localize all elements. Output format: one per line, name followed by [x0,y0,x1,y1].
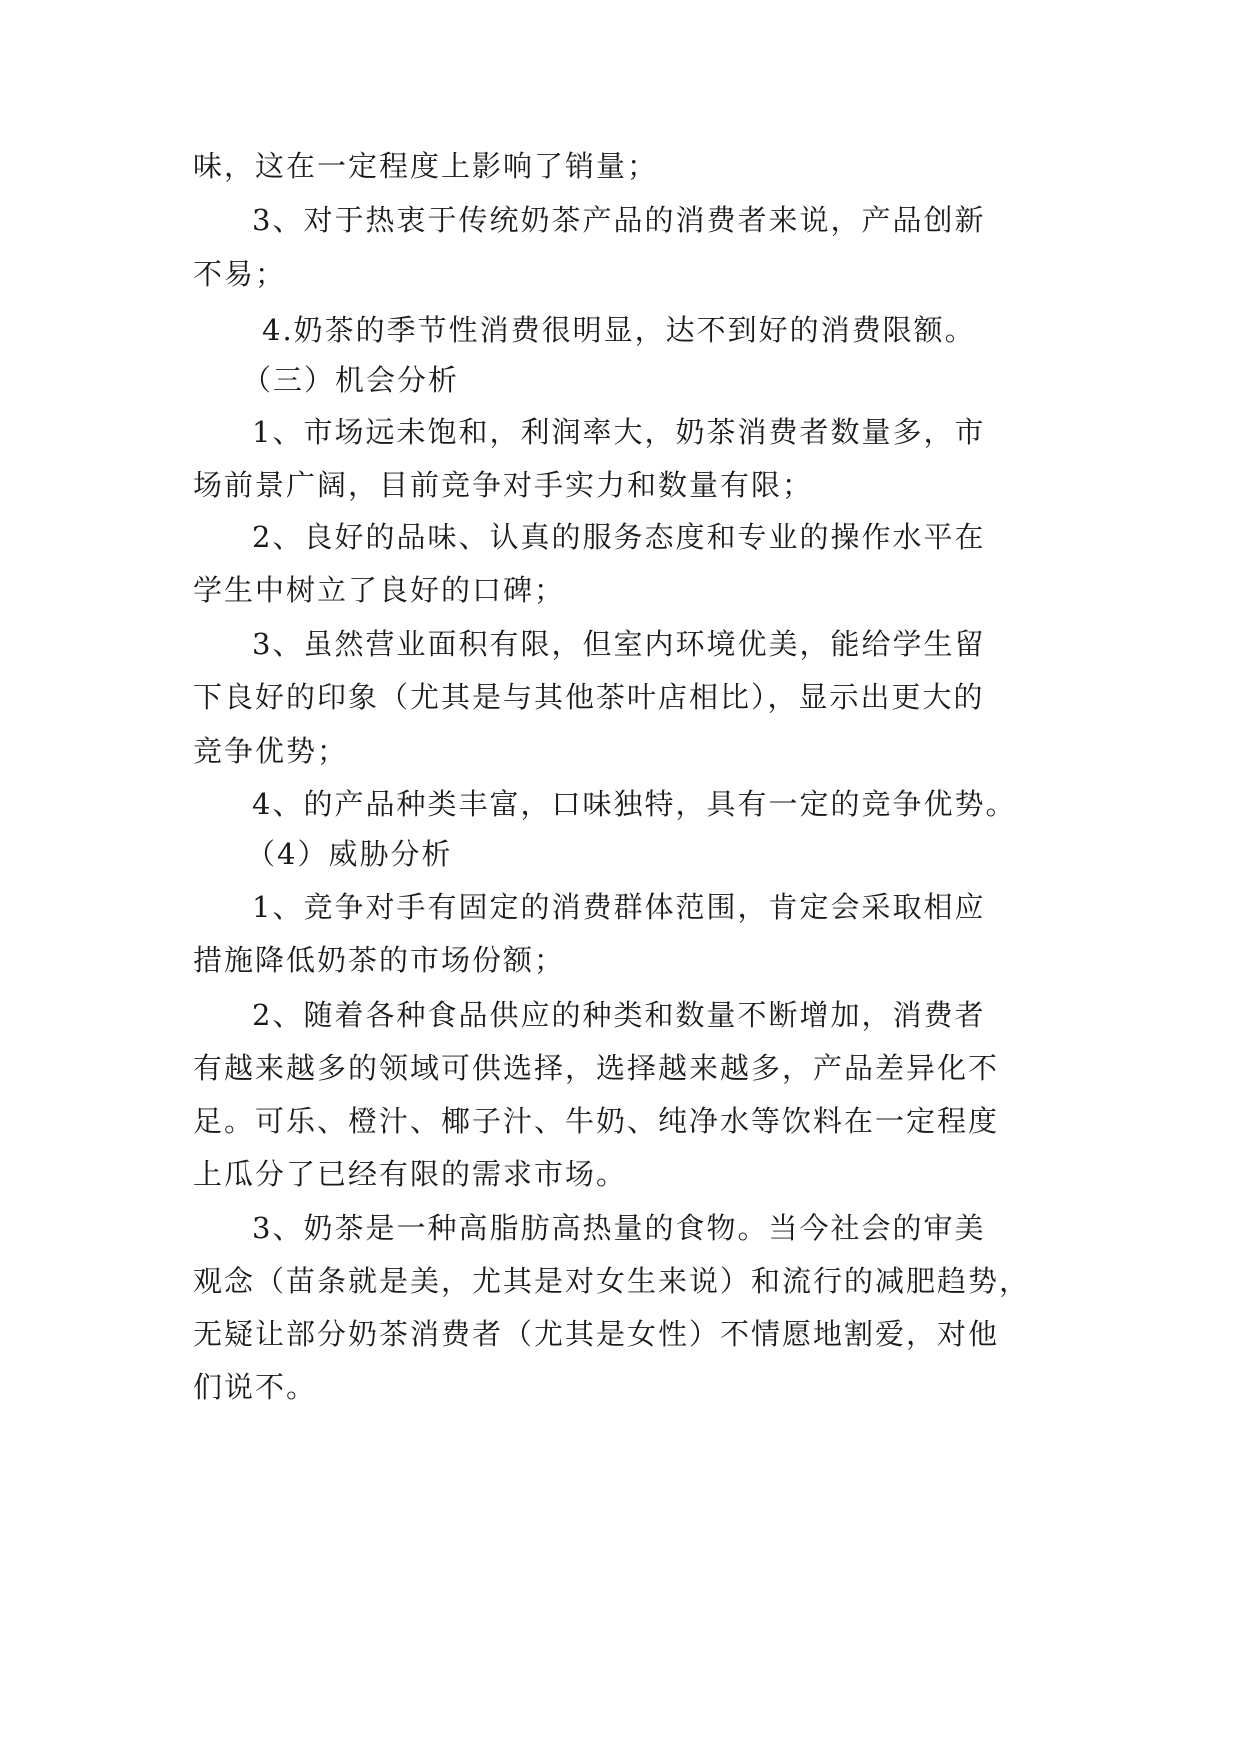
text-line: 4、的产品种类丰富，口味独特，具有一定的竞争优势。 [252,787,1017,821]
text-line: 3、奶茶是一种高脂肪高热量的食物。当今社会的审美 [252,1211,986,1245]
text-line: 下良好的印象（尤其是与其他茶叶店相比），显示出更大的 [193,680,985,714]
text-line: 3、对于热衷于传统奶茶产品的消费者来说，产品创新 [252,203,986,237]
text-line: 学生中树立了良好的口碑； [193,573,566,607]
text-line: 不易； [193,257,287,291]
text-line: 措施降低奶茶的市场份额； [193,943,566,977]
text-line: 场前景广阔，目前竞争对手实力和数量有限； [193,468,814,502]
text-line: 竞争优势； [193,734,349,768]
text-line: 有越来越多的领域可供选择，选择越来越多，产品差异化不 [193,1051,1000,1085]
text-line: 上瓜分了已经有限的需求市场。 [193,1157,628,1191]
text-line: 1、市场远未饱和，利润率大，奶茶消费者数量多，市 [252,415,986,449]
text-line: 无疑让部分奶茶消费者（尤其是女性）不情愿地割爱，对他 [193,1317,1000,1351]
section-heading: （4）威胁分析 [246,837,453,871]
text-line: 味，这在一定程度上影响了销量； [193,149,659,183]
text-line: 3、虽然营业面积有限，但室内环境优美，能给学生留 [252,627,986,661]
text-line: 1、竞争对手有固定的消费群体范围，肯定会采取相应 [252,890,986,924]
text-line: 足。可乐、橙汁、椰子汁、牛奶、纯净水等饮料在一定程度 [193,1104,1000,1138]
text-line: 2、随着各种食品供应的种类和数量不断增加，消费者 [252,998,986,1032]
text-line: 们说不。 [193,1370,318,1404]
section-heading: （三）机会分析 [242,363,460,397]
text-line: 观念（苗条就是美，尤其是对女生来说）和流行的减肥趋势， [193,1264,1031,1298]
text-line: 4.奶茶的季节性消费很明显，达不到好的消费限额。 [262,313,976,347]
text-line: 2、良好的品味、认真的服务态度和专业的操作水平在 [252,520,986,554]
